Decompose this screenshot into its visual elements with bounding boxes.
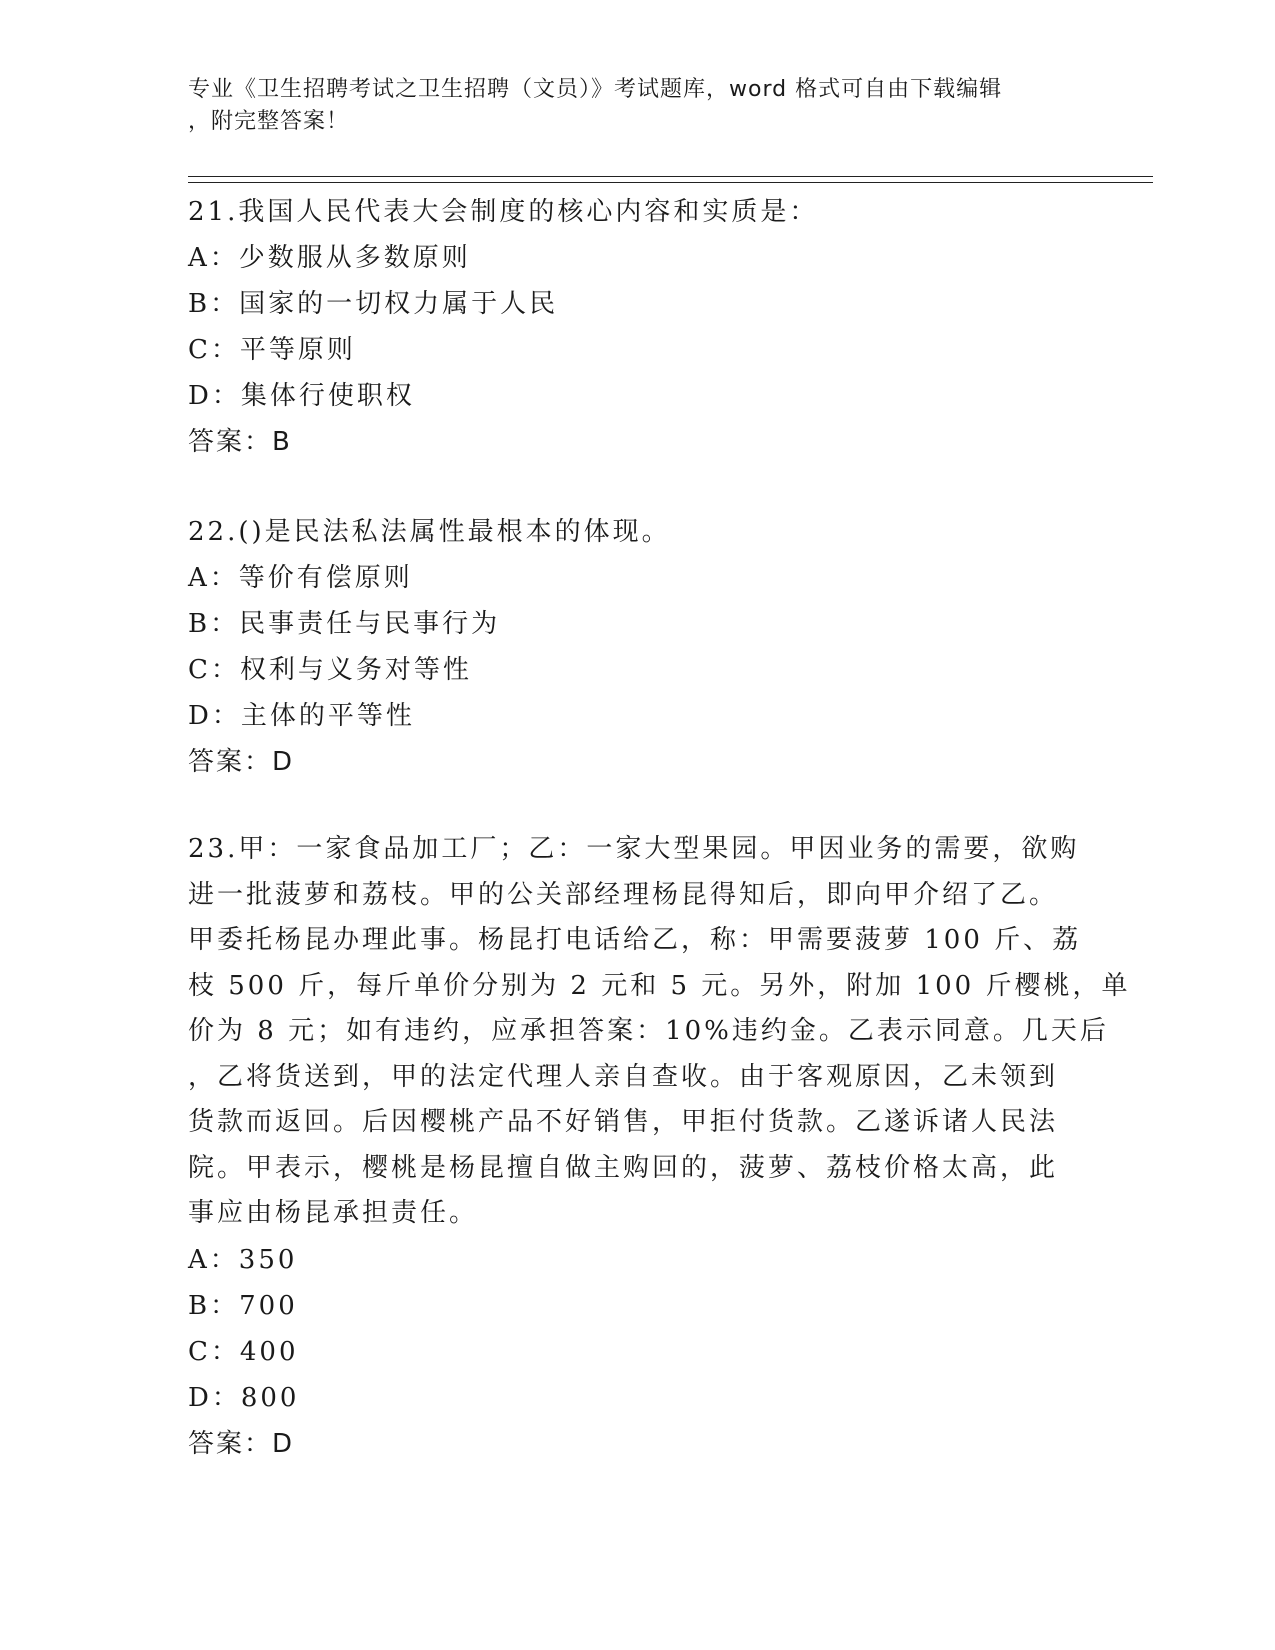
header-divider-top	[188, 176, 1153, 177]
question-stem-line-8: 院。甲表示，樱桃是杨昆擅自做主购回的，菠萝、荔枝价格太高，此	[188, 1152, 1059, 1183]
question-stem-line-4: 枝 500 斤，每斤单价分别为 2 元和 5 元。另外，附加 100 斤樱桃，单	[188, 970, 1131, 1001]
question-stem-line-6: ，乙将货送到，甲的法定代理人亲自查收。由于客观原因，乙未领到	[188, 1061, 1059, 1092]
answer-line: 答案：B	[188, 427, 292, 457]
header-line-1: 专业《卫生招聘考试之卫生招聘（文员）》考试题库，word 格式可自由下载编辑	[188, 77, 1003, 102]
question-stem-line-7: 货款而返回。后因樱桃产品不好销售，甲拒付货款。乙遂诉诸人民法	[188, 1107, 1059, 1137]
answer-line: 答案：D	[188, 1428, 295, 1459]
option-b: B：国家的一切权力属于人民	[188, 289, 559, 319]
question-stem: 22.()是民法私法属性最根本的体现。	[188, 517, 671, 547]
option-c: C：400	[188, 1336, 299, 1367]
option-b: B：民事责任与民事行为	[188, 609, 501, 639]
option-c: C：平等原则	[188, 335, 356, 365]
option-d: D：主体的平等性	[188, 701, 415, 731]
question-22	[188, 509, 1088, 785]
question-23	[188, 827, 1131, 1467]
option-a: A：少数服从多数原则	[188, 243, 471, 273]
question-stem-line-9: 事应由杨昆承担责任。	[188, 1198, 479, 1228]
question-stem-line-5: 价为 8 元；如有违约，应承担答案：10%违约金。乙表示同意。几天后	[188, 1016, 1109, 1046]
option-d: D：800	[188, 1382, 300, 1413]
answer-line: 答案：D	[188, 747, 295, 777]
option-a: A：350	[188, 1244, 298, 1275]
question-stem-line-3: 甲委托杨昆办理此事。杨昆打电话给乙，称：甲需要菠萝 100 斤、荔	[188, 925, 1082, 955]
question-stem-line-2: 进一批菠萝和荔枝。甲的公关部经理杨昆得知后，即向甲介绍了乙。	[188, 879, 1059, 910]
question-stem-line-1: 23.甲：一家食品加工厂；乙：一家大型果园。甲因业务的需要，欲购	[188, 834, 1080, 864]
question-21	[188, 189, 1088, 465]
option-b: B：700	[188, 1290, 298, 1321]
option-d: D：集体行使职权	[188, 381, 415, 411]
question-stem: 21.我国人民代表大会制度的核心内容和实质是：	[188, 197, 819, 227]
option-a: A：等价有偿原则	[188, 563, 413, 593]
header-divider-bottom	[188, 182, 1153, 183]
document-header	[188, 74, 1068, 138]
option-c: C：权利与义务对等性	[188, 655, 472, 685]
header-line-2: ，附完整答案！	[188, 109, 350, 134]
